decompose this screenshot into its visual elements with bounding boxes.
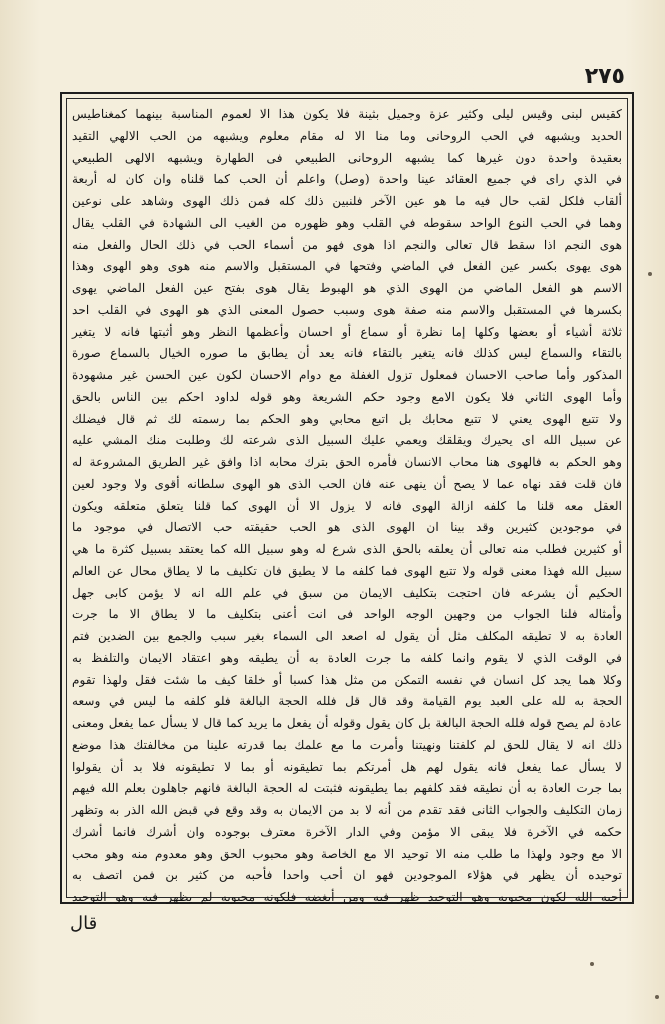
text-line: ألقاب فلكل لقب حال فيه ما هو عين الآخر فلنبين ذلك كله فمن ذلك الهوى وشاهد على نوعين bbox=[72, 194, 622, 208]
text-line: هوى النجم اذا سقط قال تعالى والنجم اذا هوى فهو من أسماء الحب في ذلك الحال والفعل منه bbox=[72, 237, 622, 252]
text-line: الا مع وجود ولهذا ما طلب منه الا توحيد الا مع الخاصة وهو محبوب الحق وهو معدوم منه وهو محب bbox=[72, 846, 622, 861]
text-line: العادة به لا تطيقه المكلف مثل أن يقول له اصعد الى السماء بغير سبب والجمع بين الضدين فتم bbox=[72, 629, 622, 643]
text-line: بالتقاء والسماع ليس كذلك فانه يتغير بالتقاء فانه يعد أن يطابق ما صوره الخيال بالسماع صورة bbox=[72, 346, 622, 361]
text-line: ولا تتبع الهوى يعني لا تتبع محابك بل اتبع محابي وهو الحكم بما رسمته لك ثم قال فيضلك bbox=[72, 411, 622, 426]
text-line: وأما الهوى الثاني فلا يكون الامع وجود حكم الشريعة وهو قوله لداود احكم بين الناس بالحق bbox=[72, 389, 622, 404]
text-line: هوى يهوى بكسر عين الفعل في الماضي وفتحها في المستقبل والاسم منه هوى وهو الهوى وهذا bbox=[72, 259, 622, 274]
text-line: حكمه في الآخرة فلا يبقى الا مؤمن وفي الدار الآخرة معترف بوجوده وان أشرك فانما أشرك bbox=[72, 824, 622, 839]
text-line: الحجة به لله على العبد يوم القيامة وقد قال قل فلله الحجة البالغة فلو كلفه ما ليس في وسعه bbox=[72, 694, 622, 709]
text-line: في الذي راى في جميع العقائد عينا واحدة (وصل) واعلم أن الحب كما قلناه وان كان له أربعة bbox=[72, 172, 622, 187]
ink-speck bbox=[590, 962, 594, 966]
text-line: لا يسأل عما يفعل فانه يقول لهم هل أمرتكم بما تطيقونه أو بما لا تطيقونه فلا بد أن يقولوا bbox=[72, 759, 622, 774]
catchword: قال bbox=[70, 913, 98, 934]
main-text-block bbox=[72, 104, 622, 904]
text-line: ثلاثة أشياء أو بعضها وكلها إما نظرة أو سماع أو احسان وأعظمها النظر وهو أثبتها فانه لا يتغير bbox=[72, 324, 622, 339]
text-line: الحديد ويشبهه في الحب الروحانى وما منا الا له مقام معلوم ويشبهه من الحب الالهي التقيد bbox=[72, 128, 622, 143]
page-number: ٢٧٥ bbox=[584, 64, 625, 89]
text-line: توحيده أن يظهر في هؤلاء الموجودين فهو ان أحب واحدا فأحبه من كثير بن فمن اتصف به bbox=[72, 868, 622, 883]
text-line: الحكيم أن يشرعه فان احتجت بتكليف الايمان من سبق في علم الله انه لا يؤمن كابى جهل bbox=[72, 585, 622, 600]
text-line: وهما في الحب النوع الواحد سقوطه في القلب وهو ظهوره من الغيب الى الشهادة في القلب يقال bbox=[72, 215, 622, 230]
text-line: وكلا هما يجد كل انسان في نفسه التمكن من مثل هذا كسبا أو خلقا كيف ما شئت فقل ولهذا تقوم bbox=[72, 672, 622, 687]
text-line: سبيل الله فهذا معنى قوله ولا تتبع الهوى فما كلفه ما لا يطيق فان تكليف ما لا يطاق محال عن العالم bbox=[72, 563, 622, 578]
text-line: كقيس لبنى وقيس ليلى وكثير عزة وجميل بثينة فلا يكون هذا الا لعموم المناسبة بينهما كمغناطيس bbox=[72, 107, 622, 121]
text-frame bbox=[60, 92, 634, 904]
text-line: أحبه الله لكون محبوبه وهو التوحيد ظهر فيه ومن أبغضه فلكونه محبوبه لم يظهر فيه وهو التوحيد bbox=[72, 890, 622, 904]
text-line: ذلك انه لا يقال للحق لم كلفتنا ونهيتنا وأمرت ما مع علمك بما قدرته علينا من مخالفتك هذا موضع bbox=[72, 737, 622, 752]
text-line: في موجودين كثيرين وقد بينا ان الهوى الذى هو الحب حقيقته حب الاتصال في موجود ما bbox=[72, 520, 622, 535]
text-line: بما جرت العادة به أن نطيقه فقد كلفهم بما يطيقونه فثبتت له الحجة البالغة فانهم جاهلون بعلم الله فيهم bbox=[72, 781, 622, 796]
ink-speck bbox=[648, 272, 652, 276]
text-line: زمان التكليف والجواب الثانى فقد تقدم من أنه لا بد من الايمان به وقد وقع في قبض الله الذر به وتظهر bbox=[72, 803, 622, 817]
text-line: وهو الحكم به فالهوى هنا محاب الانسان فأمره الحق بترك محابه اذا وافق غير الطريق المشروعة له bbox=[72, 455, 622, 469]
text-line: أو كثيرين فطلب منه تعالى أن يعلقه بالحق الذى شرع له وهو سبيل الله كما يعتقد بسبيل كثرة ما هي bbox=[72, 542, 622, 556]
text-line: فان قلت فقد نهاه عما لا يصح أن ينهى عنه فان الحب الذى هو الهوى سلطانه أقوى ولا وجود لعين bbox=[72, 476, 622, 491]
text-line: بكسرها في المستقبل والاسم منه صفة هوى وسبب حصول المعنى الذي هو الهوى في القلب احد bbox=[72, 302, 622, 317]
text-line: عن سبيل الله اى يحيرك ويقلقك ويعمي عليك السبيل الذى شرعته لك وطلبت منك المشي عليه bbox=[72, 433, 622, 448]
text-line: بعقيدة واحدة دون غيرها كما يشبهه الروحانى الطبيعي فى الطهارة ويشبهه الالهى الطبيعي bbox=[72, 150, 622, 165]
ink-speck bbox=[655, 995, 659, 999]
text-line: عادة لم يصح قوله فلله الحجة البالغة بل كان يقول وقوله أن يفعل ما يريد كما قال لا يسأل عما يفعل ومعنى bbox=[72, 716, 622, 730]
text-line: في الوقت الذي لا يقوم وانما كلفه ما جرت العادة به أن يطيقه وهو اعتقاد الايمان والتلفظ به bbox=[72, 650, 622, 665]
text-line: المذكور وأما صاحب الاحسان فمعلول تزول الغفلة مع دوام الاحسان لكون عين الحسن غير مشهودة bbox=[72, 368, 622, 382]
text-line: الاسم هو الفعل الماضي من الهوى الذي هو الهبوط يقال هوى بفتح عين الفعل الماضي يهوى bbox=[72, 281, 622, 295]
text-line: العقل معه قلنا ما كلفه ازالة الهوى فانه لا يزول الا أن الهوى كما قلنا يتعلق متعلقه ويكون bbox=[72, 498, 622, 513]
text-line: وأمثاله فلنا الجواب من وجهين الوجه الواحد فى انت أعنى بتكليف ما لا يطاق الا ما جرت bbox=[72, 607, 622, 622]
